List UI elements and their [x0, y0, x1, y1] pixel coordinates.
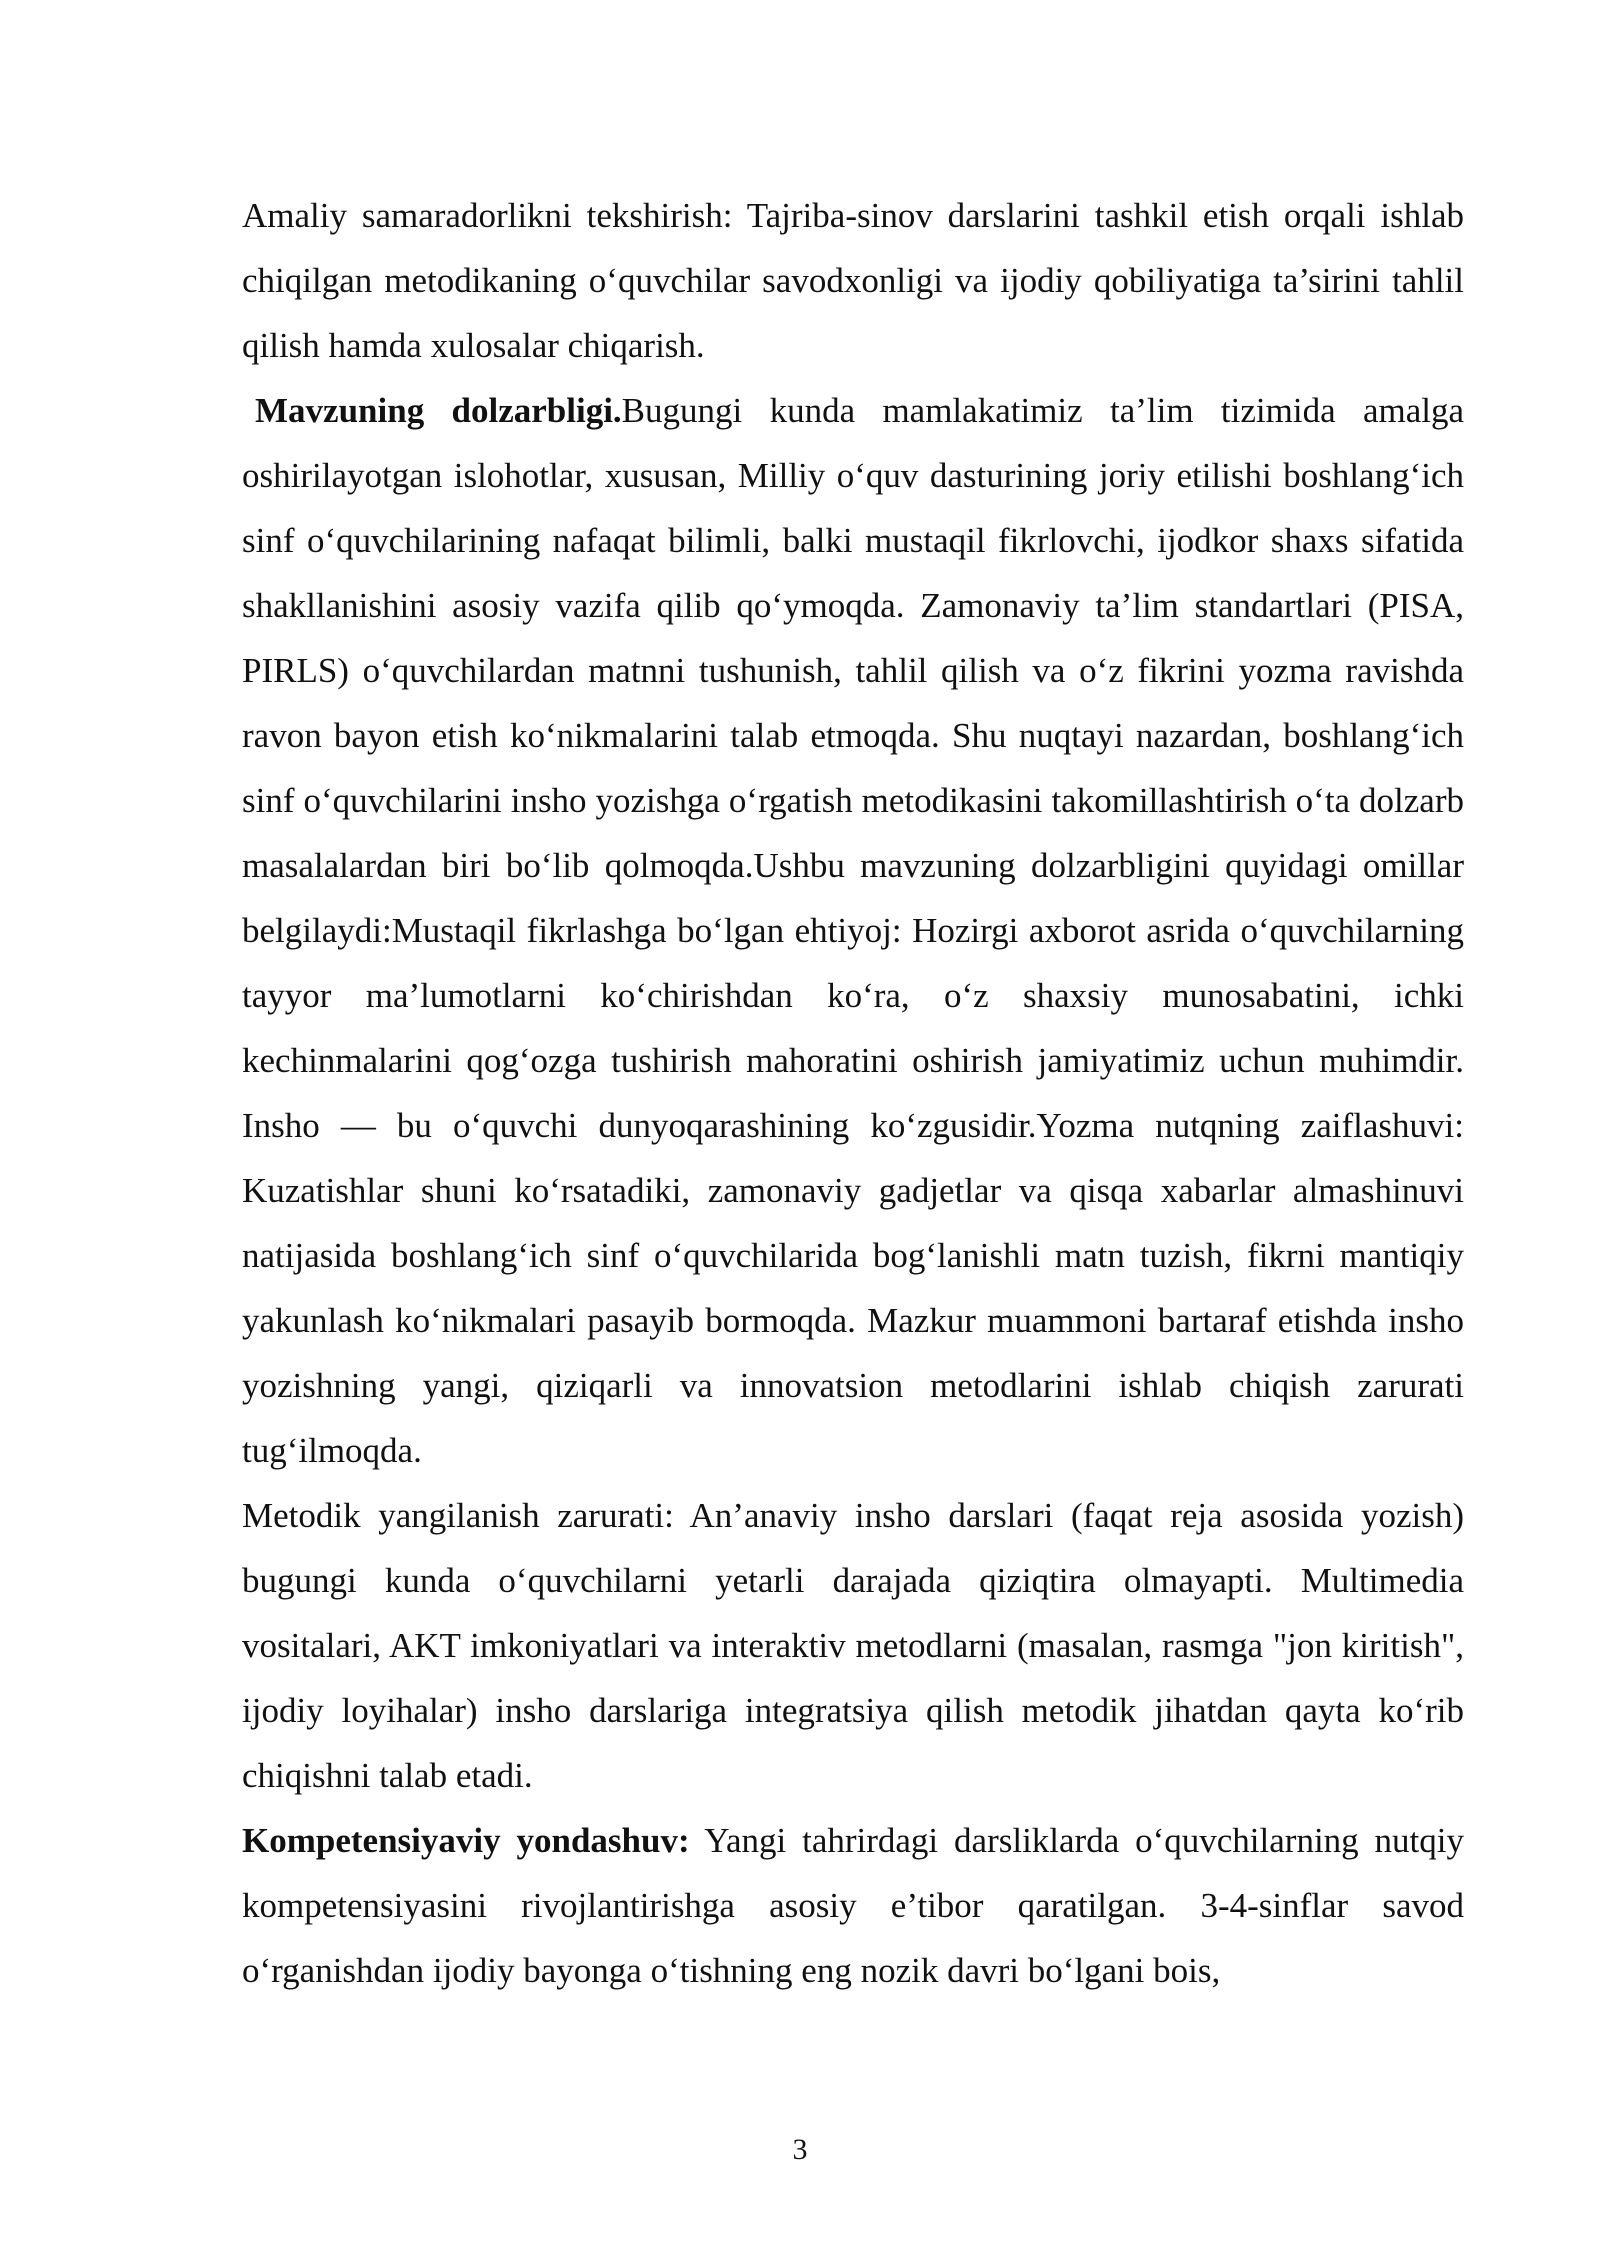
- paragraph-practical-effectiveness: [242, 183, 1464, 378]
- paragraph-text: Metodik yangilanish zarurati: An’anaviy insho darslari (faqat reja asosida yozish) bugungi kunda o‘quvchilarni yetarli darajada qiziqtira olmayapti. Multimedia vositalari, AKT imkoniyatlari va interaktiv metodlarni (masalan, rasmga "jon kiritish", ijodiy loyihalar) insho darslariga integratsiya qilish metodik jihatdan qayta ko‘rib chiqishni talab etadi.: [242, 1496, 1464, 1795]
- paragraph-methodical-renewal: [242, 1483, 1464, 1808]
- paragraph-text: Bugungi kunda mamlakatimiz ta’lim tizimida amalga oshirilayotgan islohotlar, xususan, Milliy o‘quv dasturining joriy etilishi boshlang‘ich sinf o‘quvchilarining nafaqat bilimli, balki mustaqil fikrlovchi, ijodkor shaxs sifatida shakllanishini asosiy vazifa qilib qo‘ymoqda. Zamonaviy ta’lim standartlari (PISA, PIRLS) o‘quvchilardan matnni tushunish, tahlil qilish va o‘z fikrini yozma ravishda ravon bayon etish ko‘nikmalarini talab etmoqda. Shu nuqtayi nazardan, boshlang‘ich sinf o‘quvchilarini insho yozishga o‘rgatish metodikasini takomillashtirish o‘ta dolzarb masalalardan biri bo‘lib qolmoqda.Ushbu mavzuning dolzarbligini quyidagi omillar belgilaydi:Mustaqil fikrlashga bo‘lgan ehtiyoj: Hozirgi axborot asrida o‘quvchilarning tayyor ma’lumotlarni ko‘chirishdan ko‘ra, o‘z shaxsiy munosabatini, ichki kechinmalarini qog‘ozga tushirish mahoratini oshirish jamiyatimiz uchun muhimdir. Insho — bu o‘quvchi dunyoqarashining ko‘zgusidir.Yozma nutqning zaiflashuvi: Kuzatishlar shuni ko‘rsatadiki, zamonaviy gadjetlar va qisqa xabarlar almashinuvi natijasida boshlang‘ich sinf o‘quvchilarida bog‘lanishli matn tuzish, fikrni mantiqiy yakunlash ko‘nikmalari pasayib bormoqda. Mazkur muammoni bartaraf etishda insho yozishning yangi, qiziqarli va innovatsion metodlarini ishlab chiqish zarurati tug‘ilmoqda.: [242, 391, 1464, 1470]
- body-text: [242, 183, 1464, 2003]
- paragraph-text: Yangi tahrirdagi darsliklarda o‘quvchilarning nutqiy kompetensiyasini rivojlantirishga asosiy e’tibor qaratilgan. 3-4-sinflar savod o‘rganishdan ijodiy bayonga o‘tishning eng nozik davri bo‘lgani bois,: [242, 1821, 1464, 1990]
- paragraph-heading: Kompetensiyaviy yondashuv:: [242, 1821, 690, 1860]
- paragraph-text: Amaliy samaradorlikni tekshirish: Tajriba-sinov darslarini tashkil etish orqali ishlab chiqilgan metodikaning o‘quvchilar savodxonligi va ijodiy qobiliyatiga ta’sirini tahlil qilish hamda xulosalar chiqarish.: [242, 196, 1464, 365]
- paragraph-heading: Mavzuning dolzarbligi.: [255, 391, 622, 430]
- page-number: 3: [792, 2133, 808, 2166]
- paragraph-competency-approach: [242, 1808, 1464, 2003]
- paragraph-topic-relevance: [242, 378, 1464, 1483]
